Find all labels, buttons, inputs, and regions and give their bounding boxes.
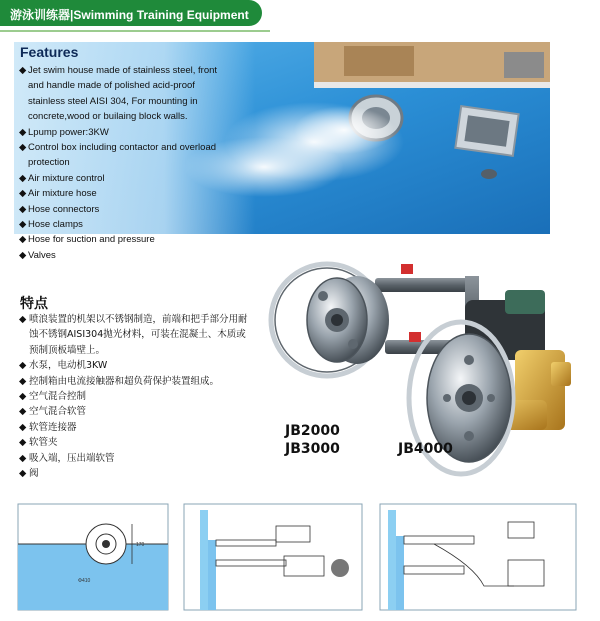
list-item: ◆ 阀: [19, 466, 249, 481]
list-item: ◆ 软管夹: [19, 435, 249, 450]
bullet-icon: ◆: [19, 406, 27, 418]
drawing-front-view: [18, 504, 168, 610]
header-divider: [0, 30, 270, 32]
features-cn-list: [19, 312, 249, 481]
list-item: ◆ Valves: [19, 248, 219, 263]
bullet-icon: ◆: [19, 452, 27, 464]
bullet-icon: ◆: [19, 360, 27, 372]
list-item: ◆ 吸入端，压出端软管: [19, 451, 249, 466]
header-title: 游泳训练器|Swimming Training Equipment: [10, 8, 249, 22]
bullet-icon: ◆: [19, 249, 27, 261]
list-item: ◆ Hose for suction and pressure: [19, 232, 219, 247]
technical-drawings: [14, 496, 580, 616]
list-item: ◆ Hose connectors: [19, 202, 219, 217]
bullet-icon: ◆: [19, 437, 27, 449]
bullet-icon: ◆: [19, 188, 27, 200]
features-list: [19, 63, 219, 263]
list-item: ◆ 空气混合控制: [19, 389, 249, 404]
bullet-icon: ◆: [19, 126, 27, 138]
list-item: ◆ 控制箱由电流接触器和超负荷保护装置组成。: [19, 374, 249, 389]
bullet-icon: ◆: [19, 234, 27, 246]
list-item: ◆ Jet swim house made of stainless steel, front and handle made of polished acid-proof stainless steel AISI 304, For mounting in concrete,wood or builaing block walls.: [19, 65, 218, 123]
list-item: ◆ Hose clamps: [19, 217, 219, 232]
bullet-icon: ◆: [19, 172, 27, 184]
list-item: ◆ Air mixture control: [19, 171, 219, 186]
list-item: ◆ 喷浪装置的机架以不锈钢制造，前端和把手部分用耐蚀不锈钢AISI304抛光材料，可装在混凝土、木质或预制顶板墙壁上。: [19, 314, 248, 356]
list-item: ◆ 空气混合软管: [19, 404, 249, 419]
drawing-side-view-jb2000: [184, 504, 362, 610]
bullet-icon: ◆: [19, 142, 27, 154]
bullet-icon: ◆: [19, 391, 27, 403]
model-jb2000: JB2000: [285, 423, 340, 439]
bullet-icon: ◆: [19, 203, 27, 215]
dim-height: 170: [136, 542, 145, 548]
list-item: ◆ 软管连接器: [19, 420, 249, 435]
list-item: ◆ Control box including contactor and overload protection: [19, 142, 217, 169]
model-jb4000: JB4000: [398, 441, 453, 457]
model-jb3000: JB3000: [285, 441, 340, 457]
bullet-icon: ◆: [19, 314, 27, 325]
bullet-icon: ◆: [19, 421, 27, 433]
list-item: ◆ 水泵，电动机3KW: [19, 358, 249, 373]
dim-diameter: Φ410: [78, 578, 91, 584]
features-title: Features: [20, 44, 79, 60]
list-item: ◆ Lpump power:3KW: [19, 125, 219, 140]
bullet-icon: ◆: [19, 375, 27, 387]
drawing-side-view-jb4000: [380, 504, 576, 610]
bullet-icon: ◆: [19, 468, 27, 480]
bullet-icon: ◆: [19, 219, 27, 231]
bullet-icon: ◆: [19, 65, 27, 76]
list-item: ◆ Air mixture hose: [19, 186, 219, 201]
features-cn-title: 特点: [20, 295, 48, 311]
header-bar: [0, 0, 262, 26]
